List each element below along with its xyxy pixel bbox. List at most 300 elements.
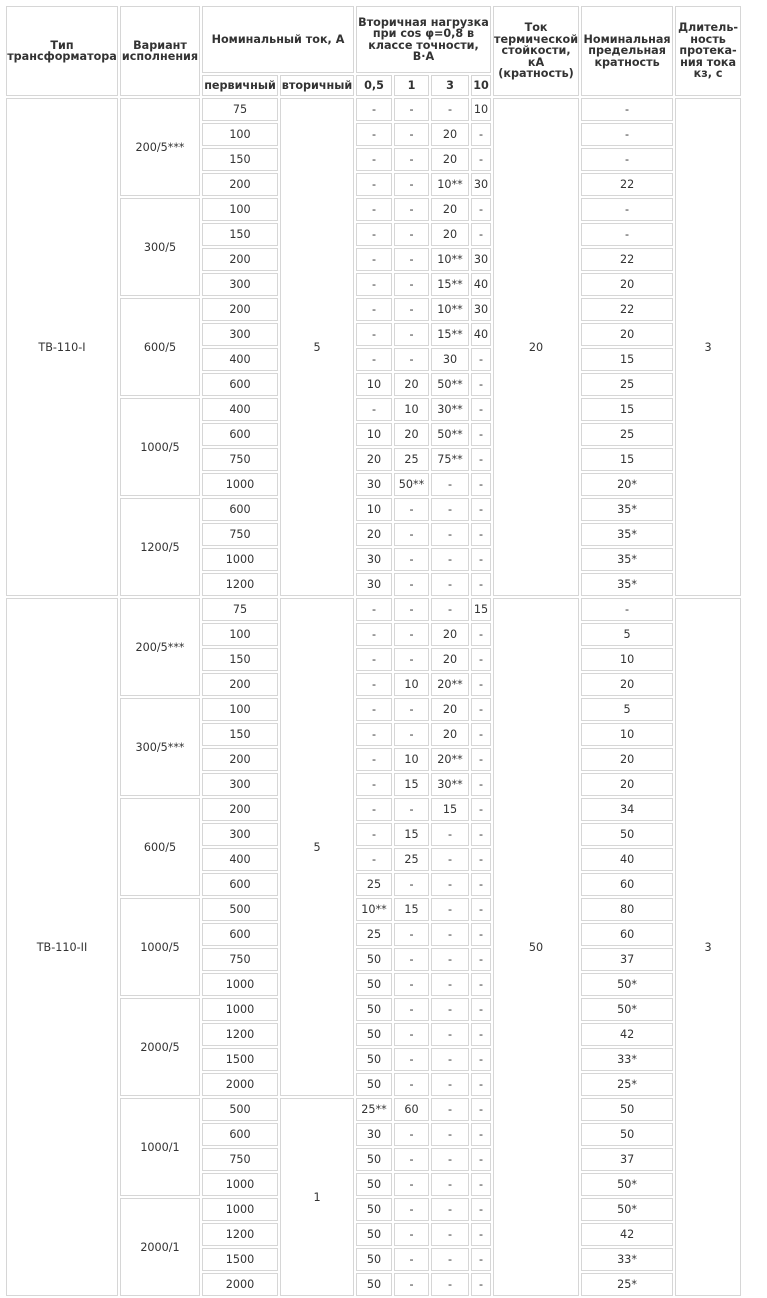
load-class-10-cell: -	[471, 148, 491, 171]
load-class-3-cell: 20	[431, 123, 469, 146]
limit-multiplicity-cell: 35*	[581, 573, 673, 596]
primary-current-cell: 75	[202, 598, 278, 621]
load-class-3-cell: -	[431, 573, 469, 596]
limit-multiplicity-cell: -	[581, 598, 673, 621]
header-duration: Длитель-ность протека-ния тока кз, с	[675, 6, 741, 96]
limit-multiplicity-cell: 50*	[581, 1198, 673, 1221]
primary-current-cell: 400	[202, 398, 278, 421]
limit-multiplicity-cell: 10	[581, 648, 673, 671]
load-class-10-cell: -	[471, 223, 491, 246]
load-class-10-cell: -	[471, 348, 491, 371]
load-class-1-cell: -	[394, 98, 429, 121]
primary-current-cell: 150	[202, 223, 278, 246]
load-class-1-cell: -	[394, 723, 429, 746]
load-class-1-cell: -	[394, 348, 429, 371]
table-body	[6, 98, 741, 1296]
load-class-1-cell: 50**	[394, 473, 429, 496]
load-class-1-cell: 25	[394, 848, 429, 871]
primary-current-cell: 150	[202, 648, 278, 671]
primary-current-cell: 600	[202, 498, 278, 521]
limit-multiplicity-cell: -	[581, 198, 673, 221]
load-class-3-cell: 10**	[431, 173, 469, 196]
load-class-1-cell: -	[394, 1223, 429, 1246]
load-class-0-5-cell: -	[356, 148, 392, 171]
load-class-10-cell: -	[471, 423, 491, 446]
load-class-3-cell: -	[431, 998, 469, 1021]
load-class-1-cell: -	[394, 948, 429, 971]
limit-multiplicity-cell: 22	[581, 248, 673, 271]
load-class-1-cell: -	[394, 123, 429, 146]
primary-current-cell: 1500	[202, 1048, 278, 1071]
load-class-3-cell: -	[431, 898, 469, 921]
limit-multiplicity-cell: 40	[581, 848, 673, 871]
load-class-1-cell: -	[394, 498, 429, 521]
load-class-10-cell: -	[471, 398, 491, 421]
table-row	[6, 598, 741, 621]
load-class-10-cell: 30	[471, 298, 491, 321]
variant-cell: 1200/5	[120, 498, 200, 596]
secondary-current-cell: 5	[280, 598, 354, 1096]
primary-current-cell: 2000	[202, 1273, 278, 1296]
load-class-0-5-cell: 50	[356, 998, 392, 1021]
limit-multiplicity-cell: 25	[581, 423, 673, 446]
load-class-10-cell: -	[471, 1198, 491, 1221]
load-class-3-cell: 20	[431, 648, 469, 671]
load-class-3-cell: -	[431, 1223, 469, 1246]
load-class-1-cell: -	[394, 698, 429, 721]
load-class-1-cell: -	[394, 923, 429, 946]
load-class-10-cell: -	[471, 673, 491, 696]
primary-current-cell: 1000	[202, 473, 278, 496]
limit-multiplicity-cell: -	[581, 98, 673, 121]
load-class-0-5-cell: 25**	[356, 1098, 392, 1121]
load-class-10-cell: -	[471, 373, 491, 396]
limit-multiplicity-cell: 10	[581, 723, 673, 746]
load-class-10-cell: 10	[471, 98, 491, 121]
primary-current-cell: 500	[202, 898, 278, 921]
load-class-1-cell: 25	[394, 448, 429, 471]
load-class-3-cell: -	[431, 848, 469, 871]
load-class-0-5-cell: 50	[356, 1073, 392, 1096]
primary-current-cell: 150	[202, 723, 278, 746]
load-class-1-cell: 20	[394, 373, 429, 396]
load-class-10-cell: -	[471, 923, 491, 946]
load-class-3-cell: -	[431, 923, 469, 946]
load-class-3-cell: 10**	[431, 298, 469, 321]
table-header	[6, 6, 741, 96]
load-class-1-cell: 10	[394, 748, 429, 771]
load-class-10-cell: -	[471, 473, 491, 496]
transformer-specs-table	[4, 4, 743, 1298]
variant-cell: 200/5***	[120, 98, 200, 196]
load-class-3-cell: 20	[431, 198, 469, 221]
primary-current-cell: 100	[202, 698, 278, 721]
load-class-10-cell: -	[471, 523, 491, 546]
load-class-1-cell: -	[394, 873, 429, 896]
load-class-3-cell: 20**	[431, 673, 469, 696]
load-class-3-cell: -	[431, 1073, 469, 1096]
load-class-10-cell: -	[471, 873, 491, 896]
load-class-1-cell: -	[394, 1248, 429, 1271]
load-class-0-5-cell: -	[356, 348, 392, 371]
variant-cell: 1000/1	[120, 1098, 200, 1196]
header-limit-multiplicity: Номинальная предельная кратность	[581, 6, 673, 96]
variant-cell: 1000/5	[120, 398, 200, 496]
duration-cell: 3	[675, 98, 741, 596]
load-class-0-5-cell: -	[356, 248, 392, 271]
load-class-10-cell: -	[471, 1098, 491, 1121]
load-class-10-cell: -	[471, 773, 491, 796]
load-class-0-5-cell: 30	[356, 548, 392, 571]
limit-multiplicity-cell: 20	[581, 323, 673, 346]
load-class-1-cell: -	[394, 573, 429, 596]
limit-multiplicity-cell: 50	[581, 823, 673, 846]
limit-multiplicity-cell: -	[581, 223, 673, 246]
load-class-0-5-cell: 50	[356, 1148, 392, 1171]
load-class-3-cell: 30**	[431, 773, 469, 796]
load-class-3-cell: -	[431, 598, 469, 621]
primary-current-cell: 400	[202, 348, 278, 371]
load-class-1-cell: 20	[394, 423, 429, 446]
load-class-10-cell: 30	[471, 248, 491, 271]
primary-current-cell: 1000	[202, 998, 278, 1021]
load-class-0-5-cell: 50	[356, 1248, 392, 1271]
primary-current-cell: 100	[202, 623, 278, 646]
variant-cell: 2000/1	[120, 1198, 200, 1296]
load-class-3-cell: -	[431, 1148, 469, 1171]
load-class-10-cell: -	[471, 1273, 491, 1296]
load-class-0-5-cell: -	[356, 273, 392, 296]
primary-current-cell: 300	[202, 773, 278, 796]
primary-current-cell: 600	[202, 373, 278, 396]
load-class-3-cell: 20	[431, 623, 469, 646]
load-class-0-5-cell: 50	[356, 1198, 392, 1221]
primary-current-cell: 1200	[202, 1023, 278, 1046]
load-class-10-cell: -	[471, 1248, 491, 1271]
load-class-3-cell: 50**	[431, 423, 469, 446]
load-class-3-cell: -	[431, 1023, 469, 1046]
limit-multiplicity-cell: 20*	[581, 473, 673, 496]
load-class-1-cell: -	[394, 298, 429, 321]
load-class-0-5-cell: -	[356, 698, 392, 721]
limit-multiplicity-cell: 35*	[581, 548, 673, 571]
load-class-3-cell: 15	[431, 798, 469, 821]
load-class-0-5-cell: 10	[356, 373, 392, 396]
limit-multiplicity-cell: 25*	[581, 1073, 673, 1096]
load-class-1-cell: 10	[394, 673, 429, 696]
thermal-current-cell: 50	[493, 598, 579, 1296]
load-class-10-cell: -	[471, 698, 491, 721]
load-class-3-cell: 30**	[431, 398, 469, 421]
thermal-current-cell: 20	[493, 98, 579, 596]
load-class-3-cell: -	[431, 1198, 469, 1221]
load-class-1-cell: -	[394, 1023, 429, 1046]
primary-current-cell: 2000	[202, 1073, 278, 1096]
load-class-3-cell: -	[431, 473, 469, 496]
load-class-3-cell: -	[431, 873, 469, 896]
load-class-0-5-cell: -	[356, 223, 392, 246]
header-nominal-current: Номинальный ток, А	[202, 6, 354, 73]
header-class-1: 1	[394, 75, 429, 96]
load-class-10-cell: -	[471, 1148, 491, 1171]
primary-current-cell: 1000	[202, 548, 278, 571]
load-class-1-cell: -	[394, 998, 429, 1021]
secondary-current-cell: 1	[280, 1098, 354, 1296]
load-class-3-cell: -	[431, 1248, 469, 1271]
load-class-3-cell: 75**	[431, 448, 469, 471]
load-class-1-cell: -	[394, 1048, 429, 1071]
load-class-0-5-cell: 10**	[356, 898, 392, 921]
load-class-10-cell: -	[471, 648, 491, 671]
primary-current-cell: 1000	[202, 1198, 278, 1221]
limit-multiplicity-cell: 20	[581, 273, 673, 296]
load-class-3-cell: 20	[431, 148, 469, 171]
primary-current-cell: 750	[202, 523, 278, 546]
header-class-10: 10	[471, 75, 491, 96]
primary-current-cell: 600	[202, 1123, 278, 1146]
load-class-0-5-cell: 20	[356, 523, 392, 546]
limit-multiplicity-cell: 50*	[581, 973, 673, 996]
load-class-10-cell: -	[471, 998, 491, 1021]
header-primary: первичный	[202, 75, 278, 96]
load-class-3-cell: -	[431, 1173, 469, 1196]
load-class-3-cell: -	[431, 1048, 469, 1071]
load-class-0-5-cell: 50	[356, 1223, 392, 1246]
primary-current-cell: 200	[202, 748, 278, 771]
load-class-3-cell: -	[431, 498, 469, 521]
limit-multiplicity-cell: 42	[581, 1223, 673, 1246]
load-class-3-cell: 10**	[431, 248, 469, 271]
variant-cell: 300/5***	[120, 698, 200, 796]
load-class-1-cell: -	[394, 1073, 429, 1096]
limit-multiplicity-cell: -	[581, 123, 673, 146]
load-class-3-cell: -	[431, 98, 469, 121]
load-class-10-cell: 30	[471, 173, 491, 196]
load-class-3-cell: 50**	[431, 373, 469, 396]
limit-multiplicity-cell: 80	[581, 898, 673, 921]
load-class-3-cell: -	[431, 1098, 469, 1121]
limit-multiplicity-cell: 25	[581, 373, 673, 396]
load-class-3-cell: -	[431, 948, 469, 971]
transformer-type-cell: ТВ-110-II	[6, 598, 118, 1296]
load-class-10-cell: -	[471, 198, 491, 221]
limit-multiplicity-cell: 50*	[581, 998, 673, 1021]
limit-multiplicity-cell: 5	[581, 698, 673, 721]
load-class-3-cell: -	[431, 823, 469, 846]
primary-current-cell: 100	[202, 198, 278, 221]
load-class-1-cell: -	[394, 523, 429, 546]
load-class-10-cell: 15	[471, 598, 491, 621]
load-class-1-cell: 10	[394, 398, 429, 421]
load-class-10-cell: -	[471, 448, 491, 471]
limit-multiplicity-cell: 50	[581, 1098, 673, 1121]
load-class-0-5-cell: -	[356, 748, 392, 771]
load-class-1-cell: -	[394, 173, 429, 196]
variant-cell: 600/5	[120, 298, 200, 396]
load-class-1-cell: 15	[394, 773, 429, 796]
load-class-0-5-cell: -	[356, 98, 392, 121]
limit-multiplicity-cell: 15	[581, 448, 673, 471]
load-class-0-5-cell: 50	[356, 948, 392, 971]
limit-multiplicity-cell: 15	[581, 398, 673, 421]
load-class-0-5-cell: 25	[356, 923, 392, 946]
load-class-0-5-cell: -	[356, 323, 392, 346]
load-class-10-cell: -	[471, 1023, 491, 1046]
load-class-3-cell: -	[431, 1273, 469, 1296]
load-class-10-cell: -	[471, 798, 491, 821]
load-class-3-cell: 30	[431, 348, 469, 371]
primary-current-cell: 200	[202, 298, 278, 321]
load-class-10-cell: -	[471, 498, 491, 521]
load-class-0-5-cell: -	[356, 598, 392, 621]
limit-multiplicity-cell: 35*	[581, 523, 673, 546]
load-class-1-cell: -	[394, 1273, 429, 1296]
load-class-0-5-cell: -	[356, 673, 392, 696]
primary-current-cell: 750	[202, 1148, 278, 1171]
load-class-10-cell: -	[471, 123, 491, 146]
load-class-10-cell: -	[471, 723, 491, 746]
primary-current-cell: 200	[202, 673, 278, 696]
load-class-1-cell: -	[394, 1148, 429, 1171]
primary-current-cell: 600	[202, 873, 278, 896]
load-class-1-cell: -	[394, 323, 429, 346]
header-variant: Вариант исполнения	[120, 6, 200, 96]
limit-multiplicity-cell: 15	[581, 348, 673, 371]
load-class-1-cell: -	[394, 273, 429, 296]
load-class-0-5-cell: -	[356, 173, 392, 196]
primary-current-cell: 75	[202, 98, 278, 121]
load-class-10-cell: -	[471, 1123, 491, 1146]
load-class-10-cell: -	[471, 823, 491, 846]
load-class-0-5-cell: -	[356, 198, 392, 221]
load-class-0-5-cell: -	[356, 773, 392, 796]
header-thermal-current: Ток термической стойкости, кА (кратность)	[493, 6, 579, 96]
limit-multiplicity-cell: 37	[581, 948, 673, 971]
limit-multiplicity-cell: 22	[581, 298, 673, 321]
load-class-0-5-cell: -	[356, 623, 392, 646]
limit-multiplicity-cell: 33*	[581, 1048, 673, 1071]
header-secondary-load: Вторичная нагрузка при cos φ=0,8 в классе точности, В·А	[356, 6, 491, 73]
variant-cell: 200/5***	[120, 598, 200, 696]
load-class-0-5-cell: 30	[356, 573, 392, 596]
load-class-0-5-cell: 25	[356, 873, 392, 896]
load-class-0-5-cell: 10	[356, 498, 392, 521]
duration-cell: 3	[675, 598, 741, 1296]
limit-multiplicity-cell: 20	[581, 673, 673, 696]
variant-cell: 300/5	[120, 198, 200, 296]
primary-current-cell: 750	[202, 948, 278, 971]
load-class-0-5-cell: -	[356, 298, 392, 321]
limit-multiplicity-cell: 20	[581, 773, 673, 796]
primary-current-cell: 200	[202, 173, 278, 196]
primary-current-cell: 150	[202, 148, 278, 171]
load-class-0-5-cell: -	[356, 798, 392, 821]
load-class-1-cell: -	[394, 973, 429, 996]
limit-multiplicity-cell: 33*	[581, 1248, 673, 1271]
limit-multiplicity-cell: 60	[581, 923, 673, 946]
load-class-1-cell: -	[394, 248, 429, 271]
primary-current-cell: 300	[202, 323, 278, 346]
load-class-3-cell: -	[431, 1123, 469, 1146]
load-class-0-5-cell: 50	[356, 1173, 392, 1196]
limit-multiplicity-cell: 34	[581, 798, 673, 821]
limit-multiplicity-cell: -	[581, 148, 673, 171]
load-class-1-cell: -	[394, 623, 429, 646]
load-class-3-cell: 20	[431, 223, 469, 246]
load-class-0-5-cell: 20	[356, 448, 392, 471]
load-class-10-cell: -	[471, 623, 491, 646]
primary-current-cell: 1200	[202, 1223, 278, 1246]
limit-multiplicity-cell: 60	[581, 873, 673, 896]
header-secondary: вторичный	[280, 75, 354, 96]
load-class-10-cell: 40	[471, 323, 491, 346]
variant-cell: 600/5	[120, 798, 200, 896]
variant-cell: 2000/5	[120, 998, 200, 1096]
limit-multiplicity-cell: 22	[581, 173, 673, 196]
load-class-3-cell: 20**	[431, 748, 469, 771]
limit-multiplicity-cell: 20	[581, 748, 673, 771]
header-class-0-5: 0,5	[356, 75, 392, 96]
primary-current-cell: 750	[202, 448, 278, 471]
load-class-1-cell: -	[394, 648, 429, 671]
limit-multiplicity-cell: 50	[581, 1123, 673, 1146]
load-class-1-cell: 15	[394, 823, 429, 846]
variant-cell: 1000/5	[120, 898, 200, 996]
load-class-0-5-cell: -	[356, 398, 392, 421]
load-class-10-cell: 40	[471, 273, 491, 296]
load-class-3-cell: -	[431, 523, 469, 546]
load-class-10-cell: -	[471, 898, 491, 921]
primary-current-cell: 400	[202, 848, 278, 871]
primary-current-cell: 600	[202, 923, 278, 946]
load-class-1-cell: -	[394, 1123, 429, 1146]
load-class-10-cell: -	[471, 548, 491, 571]
load-class-1-cell: -	[394, 148, 429, 171]
load-class-1-cell: -	[394, 1198, 429, 1221]
load-class-10-cell: -	[471, 748, 491, 771]
load-class-1-cell: -	[394, 223, 429, 246]
table-row	[6, 98, 741, 121]
load-class-3-cell: 15**	[431, 273, 469, 296]
secondary-current-cell: 5	[280, 98, 354, 596]
load-class-1-cell: 15	[394, 898, 429, 921]
limit-multiplicity-cell: 35*	[581, 498, 673, 521]
load-class-0-5-cell: -	[356, 123, 392, 146]
load-class-10-cell: -	[471, 948, 491, 971]
load-class-10-cell: -	[471, 1173, 491, 1196]
load-class-1-cell: -	[394, 598, 429, 621]
load-class-0-5-cell: 50	[356, 973, 392, 996]
load-class-10-cell: -	[471, 973, 491, 996]
load-class-0-5-cell: -	[356, 648, 392, 671]
load-class-0-5-cell: -	[356, 848, 392, 871]
load-class-1-cell: -	[394, 548, 429, 571]
load-class-10-cell: -	[471, 1073, 491, 1096]
load-class-0-5-cell: -	[356, 823, 392, 846]
transformer-type-cell: ТВ-110-I	[6, 98, 118, 596]
primary-current-cell: 1000	[202, 973, 278, 996]
primary-current-cell: 200	[202, 248, 278, 271]
load-class-0-5-cell: 50	[356, 1023, 392, 1046]
load-class-10-cell: -	[471, 1223, 491, 1246]
load-class-1-cell: -	[394, 798, 429, 821]
header-type: Тип трансформатора	[6, 6, 118, 96]
load-class-10-cell: -	[471, 848, 491, 871]
limit-multiplicity-cell: 37	[581, 1148, 673, 1171]
load-class-0-5-cell: 10	[356, 423, 392, 446]
load-class-3-cell: -	[431, 973, 469, 996]
load-class-0-5-cell: 50	[356, 1048, 392, 1071]
